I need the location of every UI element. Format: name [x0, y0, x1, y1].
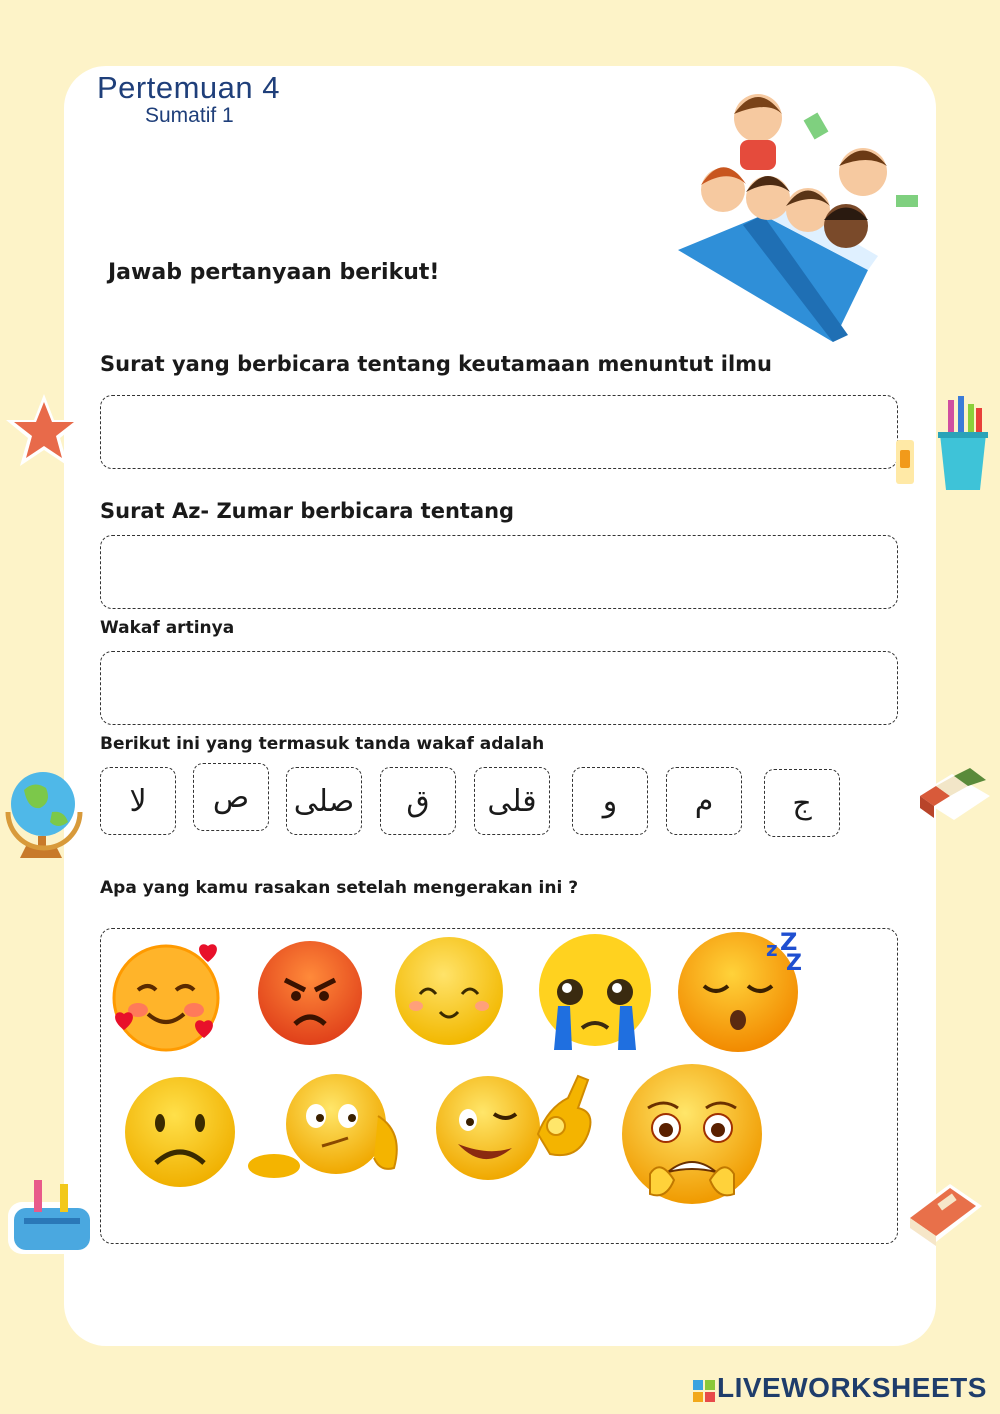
pencil-case-sticker-icon [4, 1178, 98, 1258]
svg-text:Z: Z [786, 951, 802, 976]
svg-text:z: z [766, 937, 778, 961]
kids-reading-book-illustration [668, 80, 928, 345]
question-1-answer-input[interactable] [100, 395, 898, 469]
instruction-heading: Jawab pertanyaan berikut! [108, 260, 440, 285]
liveworksheets-logo-icon [693, 1377, 715, 1399]
eraser-sticker-icon [912, 762, 992, 832]
svg-text:Z: Z [780, 928, 798, 956]
wakaf-option-sala[interactable]: صلى [286, 767, 362, 835]
question-3-label: Wakaf artinya [100, 618, 235, 638]
wakaf-option-qaf[interactable]: ق [380, 767, 456, 835]
wakaf-option-shad[interactable]: ص [193, 763, 269, 831]
question-2-label: Surat Az- Zumar berbicara tentang [100, 499, 515, 523]
feeling-question-label: Apa yang kamu rasakan setelah mengerakan ini ? [100, 878, 579, 898]
wakaf-option-qala[interactable]: قلى [474, 767, 550, 835]
brand-text: LIVEWORKSHEETS [717, 1372, 987, 1403]
blushing-smile-emoji-icon[interactable] [390, 936, 508, 1046]
wakaf-question-label: Berikut ini yang termasuk tanda wakaf adalah [100, 734, 545, 754]
question-2-answer-input[interactable] [100, 535, 898, 609]
page-title: Pertemuan 4 [97, 70, 280, 105]
globe-sticker-icon [0, 762, 86, 872]
shy-thinking-emoji-icon[interactable] [244, 1072, 410, 1188]
wink-ok-emoji-icon[interactable] [428, 1068, 602, 1184]
scared-emoji-icon[interactable] [620, 1062, 766, 1210]
wakaf-option-jim[interactable]: ج [764, 769, 840, 837]
book-sticker-icon [900, 1176, 984, 1252]
liveworksheets-brand [693, 1372, 987, 1404]
wakaf-option-mim[interactable]: م [666, 767, 742, 835]
page-subtitle: Sumatif 1 [145, 104, 234, 127]
angry-emoji-icon[interactable] [253, 940, 369, 1046]
smiling-hearts-emoji-icon[interactable] [108, 940, 228, 1052]
crying-emoji-icon[interactable] [532, 930, 658, 1056]
pencil-cup-icon [888, 394, 994, 494]
wakaf-option-waw[interactable]: و [572, 767, 648, 835]
question-1-label: Surat yang berbicara tentang keutamaan menuntut ilmu [100, 352, 772, 376]
star-sticker-icon [4, 392, 84, 468]
question-3-answer-input[interactable] [100, 651, 898, 725]
wakaf-option-la[interactable]: لا [100, 767, 176, 835]
sleepy-emoji-icon[interactable] [674, 928, 808, 1054]
frowning-emoji-icon[interactable] [118, 1075, 242, 1189]
